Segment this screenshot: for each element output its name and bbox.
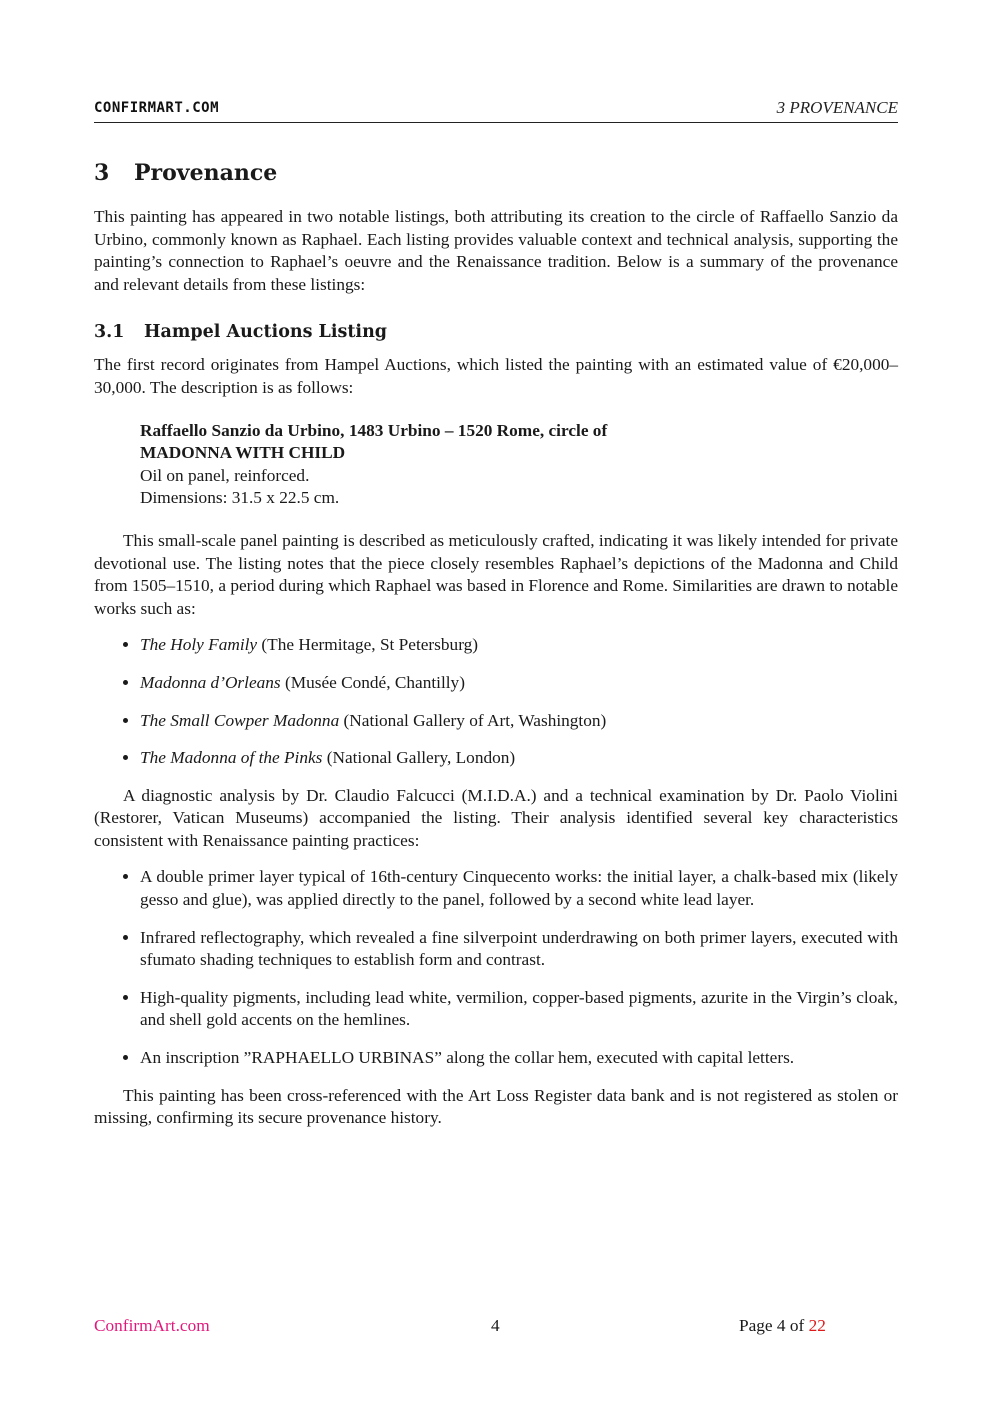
listing-medium: Oil on panel, reinforced. — [140, 465, 310, 485]
list-item — [140, 710, 898, 733]
work-title: Madonna d’Orleans — [140, 672, 281, 692]
page-content — [94, 158, 898, 1130]
list-item: • A double primer layer typical of 16th-century Cinquecento works: the initial layer, a chalk-based mix (likely gesso and glue), was applied directly to the panel, followed by a second white lead layer. — [140, 866, 898, 911]
total-pages-link[interactable]: 22 — [808, 1316, 826, 1335]
subsection-heading — [94, 320, 898, 344]
work-location: (Musée Condé, Chantilly) — [280, 672, 465, 692]
closing-paragraph: This painting has been cross-referenced with the Art Loss Register data bank and is not registered as stolen or missing, confirming its secure provenance history. — [94, 1085, 898, 1128]
list-item: • Infrared reflectography, which revealed a fine silverpoint underdrawing on both primer layers, executed with sfumato shading techniques to establish form and contrast. — [140, 927, 898, 972]
works-list — [94, 634, 898, 769]
section-number: 3 — [94, 160, 110, 186]
listing-block — [140, 420, 898, 510]
site-logo: CONFIRMART.COM — [94, 100, 220, 116]
list-item — [140, 634, 898, 657]
page-footer — [94, 1316, 898, 1340]
work-title: The Small Cowper Madonna — [140, 710, 340, 730]
list-item: • An inscription ”RAPHAELLO URBINAS” along the collar hem, executed with capital letters. — [140, 1047, 898, 1070]
list-item — [140, 672, 898, 695]
footer-page-count — [739, 1316, 826, 1336]
listing-title: MADONNA WITH CHILD — [140, 443, 346, 463]
running-title: 3 PROVENANCE — [776, 98, 898, 117]
listing-artist: Raffaello Sanzio da Urbino, 1483 Urbino – 1520 Rome, circle of — [140, 420, 608, 440]
section-intro: This painting has appeared in two notable listings, both attributing its creation to the circle of Raffaello Sanzio da Urbino, commonly known as Raphael. Each listing provides valuable context and technical analysis, supporting the painting’s connection to Raphael’s oeuvre and the Renaissance tradition. Below is a summary of the provenance and relevant details from these listings: — [94, 207, 898, 294]
section-heading — [94, 158, 898, 188]
findings-list — [94, 866, 898, 1069]
list-item — [140, 747, 898, 770]
page-prefix: Page 4 of — [739, 1316, 809, 1335]
footer-page-number: 4 — [491, 1316, 500, 1335]
work-location: (The Hermitage, St Petersburg) — [257, 635, 479, 655]
description-paragraph: This small-scale panel painting is described as meticulously crafted, indicating it was likely intended for private devotional use. The listing notes that the piece closely resembles Raphael’s depictions of the Madonna and Child from 1505–1510, a period during which Raphael was based in Florence and Rome. Similarities are drawn to notable works such as: — [94, 530, 898, 618]
subsection-title: Hampel Auctions Listing — [144, 322, 388, 343]
footer-site-link[interactable]: ConfirmArt.com — [94, 1316, 210, 1335]
listing-dimensions: Dimensions: 31.5 x 22.5 cm. — [140, 488, 340, 508]
work-location: (National Gallery of Art, Washington) — [339, 710, 607, 730]
section-title: Provenance — [134, 160, 278, 186]
analysis-paragraph: A diagnostic analysis by Dr. Claudio Falcucci (M.I.D.A.) and a technical examination by Dr. Paolo Violini (Restorer, Vatican Museums) accompanied the listing. Their analysis identified several key characteristics consistent with Renaissance painting practices: — [94, 785, 898, 850]
subsection-number: 3.1 — [94, 322, 125, 343]
work-location: (National Gallery, London) — [322, 748, 516, 768]
list-item: • High-quality pigments, including lead white, vermilion, copper-based pigments, azurite in the Virgin’s cloak, and shell gold accents on the hemlines. — [140, 987, 898, 1032]
page-header — [94, 98, 898, 123]
work-title: The Madonna of the Pinks — [140, 748, 323, 768]
work-title: The Holy Family — [140, 635, 258, 655]
subsection-intro: The first record originates from Hampel Auctions, which listed the painting with an estimated value of €20,000–30,000. The description is as follows: — [94, 355, 898, 397]
